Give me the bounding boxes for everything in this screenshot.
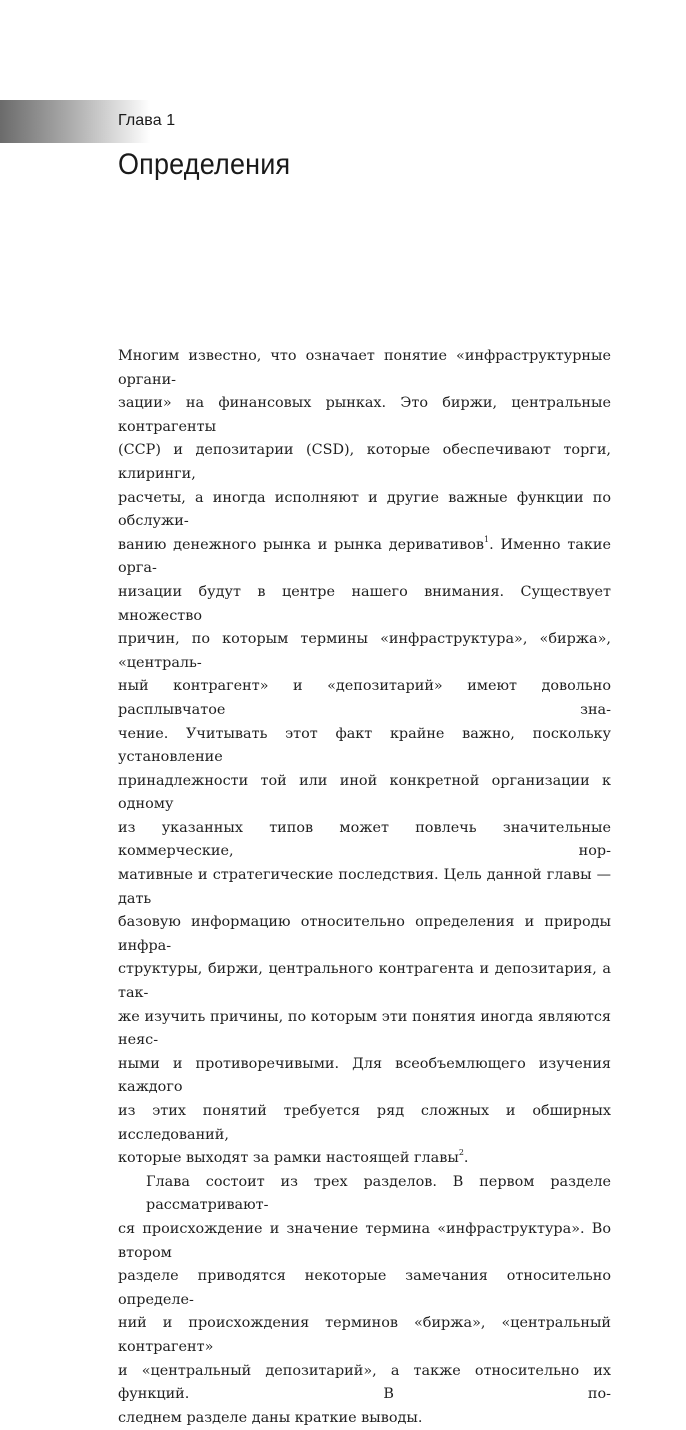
text-line: ся происхождение и значение термина «инфраструктура». Во втором — [118, 1220, 611, 1261]
footnote-marker[interactable]: 1 — [484, 534, 490, 544]
text-line: расчеты, а иногда исполняют и другие важные функции по обслужи- — [118, 489, 611, 530]
text-line: же изучить причины, по которым эти понятия иногда являются неяс- — [118, 1008, 611, 1049]
text-line — [118, 1147, 611, 1171]
text-line: причин, по которым термины «инфраструктура», «биржа», «централь- — [118, 631, 611, 671]
text-line: из указанных типов может повлечь значительные коммерческие, нор- — [118, 819, 611, 860]
chapter-label: Глава 1 — [118, 112, 176, 129]
paragraph-2 — [118, 1171, 611, 1430]
text-line: мативные и стратегические последствия. Цель данной главы — дать — [118, 867, 611, 907]
chapter-title: Определения — [118, 148, 291, 181]
paragraph-1 — [118, 345, 611, 1171]
text-line: принадлежности той или иной конкретной организации к одному — [118, 772, 611, 813]
text-line: следнем разделе даны краткие выводы. — [118, 1409, 423, 1426]
text-line: Глава состоит из трех разделов. В первом разделе рассматривают- — [146, 1173, 611, 1214]
text-line: ными и противоречивыми. Для всеобъемлющего изучения каждого — [118, 1055, 611, 1096]
text-line: и «центральный депозитарий», а также относительно их функций. В по- — [118, 1362, 611, 1403]
text-line: низации будут в центре нашего внимания. Существует множество — [118, 583, 611, 624]
text-line: Многим известно, что означает понятие «инфраструктурные органи- — [118, 348, 611, 388]
text-line: ный контрагент» и «депозитарий» имеют довольно расплывчатое зна- — [118, 678, 611, 718]
text-line: базовую информацию относительно определения и природы инфра- — [118, 914, 611, 954]
text-segment: ванию денежного рынка и рынка деривативов — [118, 536, 485, 553]
text-line: (CCP) и депозитарии (CSD), которые обеспечивают торги, клиринги, — [118, 442, 611, 482]
text-segment: . Именно такие орга- — [118, 536, 611, 577]
text-line: чение. Учитывать этот факт крайне важно, поскольку установление — [118, 725, 611, 766]
text-line: из этих понятий требуется ряд сложных и обширных исследований, — [118, 1103, 611, 1143]
text-segment: . — [463, 1150, 469, 1167]
text-line: зации» на финансовых рынках. Это биржи, центральные контрагенты — [118, 395, 611, 435]
text-line: структуры, биржи, центрального контрагента и депозитария, а так- — [118, 961, 611, 1002]
text-line: ний и происхождения терминов «биржа», «центральный контрагент» — [118, 1315, 611, 1355]
text-line: разделе приводятся некоторые замечания относительно определе- — [118, 1268, 611, 1308]
footnote-marker[interactable]: 2 — [458, 1148, 464, 1158]
body-text — [118, 345, 611, 1430]
text-segment: которые выходят за рамки настоящей главы — [118, 1150, 459, 1167]
text-line — [118, 534, 611, 581]
